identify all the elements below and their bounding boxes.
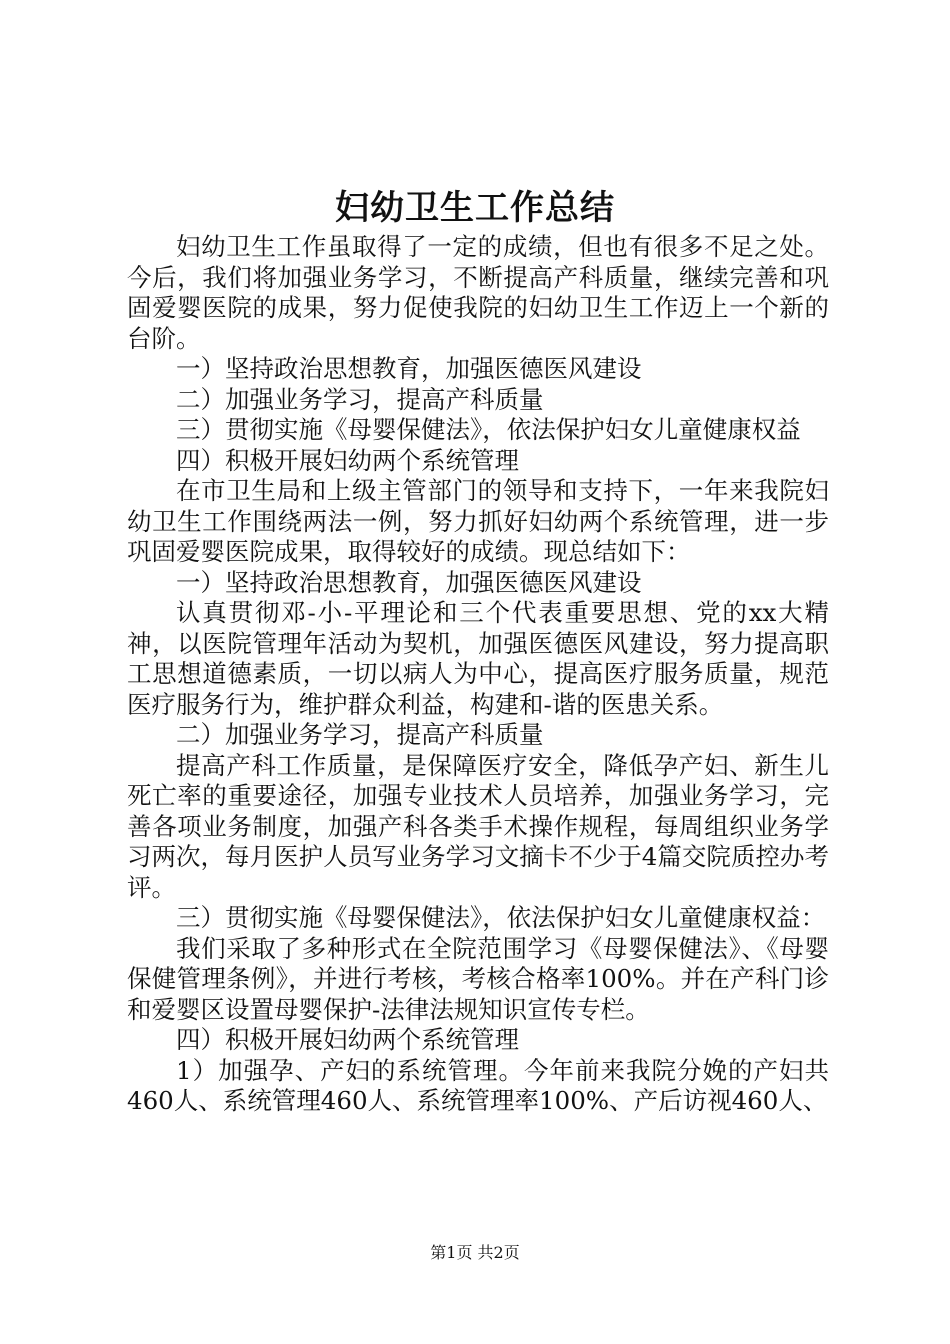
document-title: 妇幼卫生工作总结 (335, 188, 615, 228)
section-heading-4: 四）积极开展妇幼两个系统管理 (176, 1025, 519, 1054)
paragraph-heading-3: 三）贯彻实施《母婴保健法》，依法保护妇女儿童健康权益 (176, 415, 801, 444)
paragraph-intro: 妇幼卫生工作虽取得了一定的成绩，但也有很多不足之处。今后，我们将加强业务学习，不断提高产科质量，继续完善和巩固爱婴医院的成果，努力促使我院的妇幼卫生工作迈上一个新的台阶。 (127, 232, 829, 353)
paragraph-heading-4: 四）积极开展妇幼两个系统管理 (176, 445, 519, 475)
document-body (127, 232, 829, 1117)
section-body-3: 我们采取了多种形式在全院范围学习《母婴保健法》、《母婴保健管理条例》，并进行考核，考核合格率100%。并在产科门诊和爱婴区设置母婴保护-法律法规知识宣传专栏。 (127, 933, 829, 1024)
section-heading-2: 二）加强业务学习，提高产科质量 (176, 720, 544, 749)
paragraph-summary-intro: 在市卫生局和上级主管部门的领导和支持下，一年来我院妇幼卫生工作围绕两法一例，努力抓好妇幼两个系统管理，进一步巩固爱婴医院成果，取得较好的成绩。现总结如下： (127, 476, 829, 566)
paragraph-heading-2: 二）加强业务学习，提高产科质量 (176, 384, 544, 414)
section-heading-3: 三）贯彻实施《母婴保健法》，依法保护妇女儿童健康权益： (176, 903, 826, 932)
section-body-2: 提高产科工作质量，是保障医疗安全，降低孕产妇、新生儿死亡率的重要途径，加强专业技术人员培养，加强业务学习，完善各项业务制度，加强产科各类手术操作规程，每周组织业务学习两次，每月医护人员写业务学习文摘卡不少于4篇交院质控办考评。 (127, 750, 829, 902)
section-heading-1: 一）坚持政治思想教育，加强医德医风建设 (176, 567, 642, 597)
section-body-4: 1）加强孕、产妇的系统管理。今年前来我院分娩的产妇共460人、系统管理460人、系统管理率100%、产后访视460人、 (127, 1055, 829, 1115)
page-footer: 第1页 共2页 (430, 1243, 520, 1262)
paragraph-heading-1: 一）坚持政治思想教育，加强医德医风建设 (176, 354, 642, 383)
section-body-1: 认真贯彻邓-小-平理论和三个代表重要思想、党的xx大精神，以医院管理年活动为契机，加强医德医风建设，努力提高职工思想道德素质，一切以病人为中心，提高医疗服务质量，规范医疗服务行为，维护群众利益，构建和-谐的医患关系。 (127, 598, 829, 719)
